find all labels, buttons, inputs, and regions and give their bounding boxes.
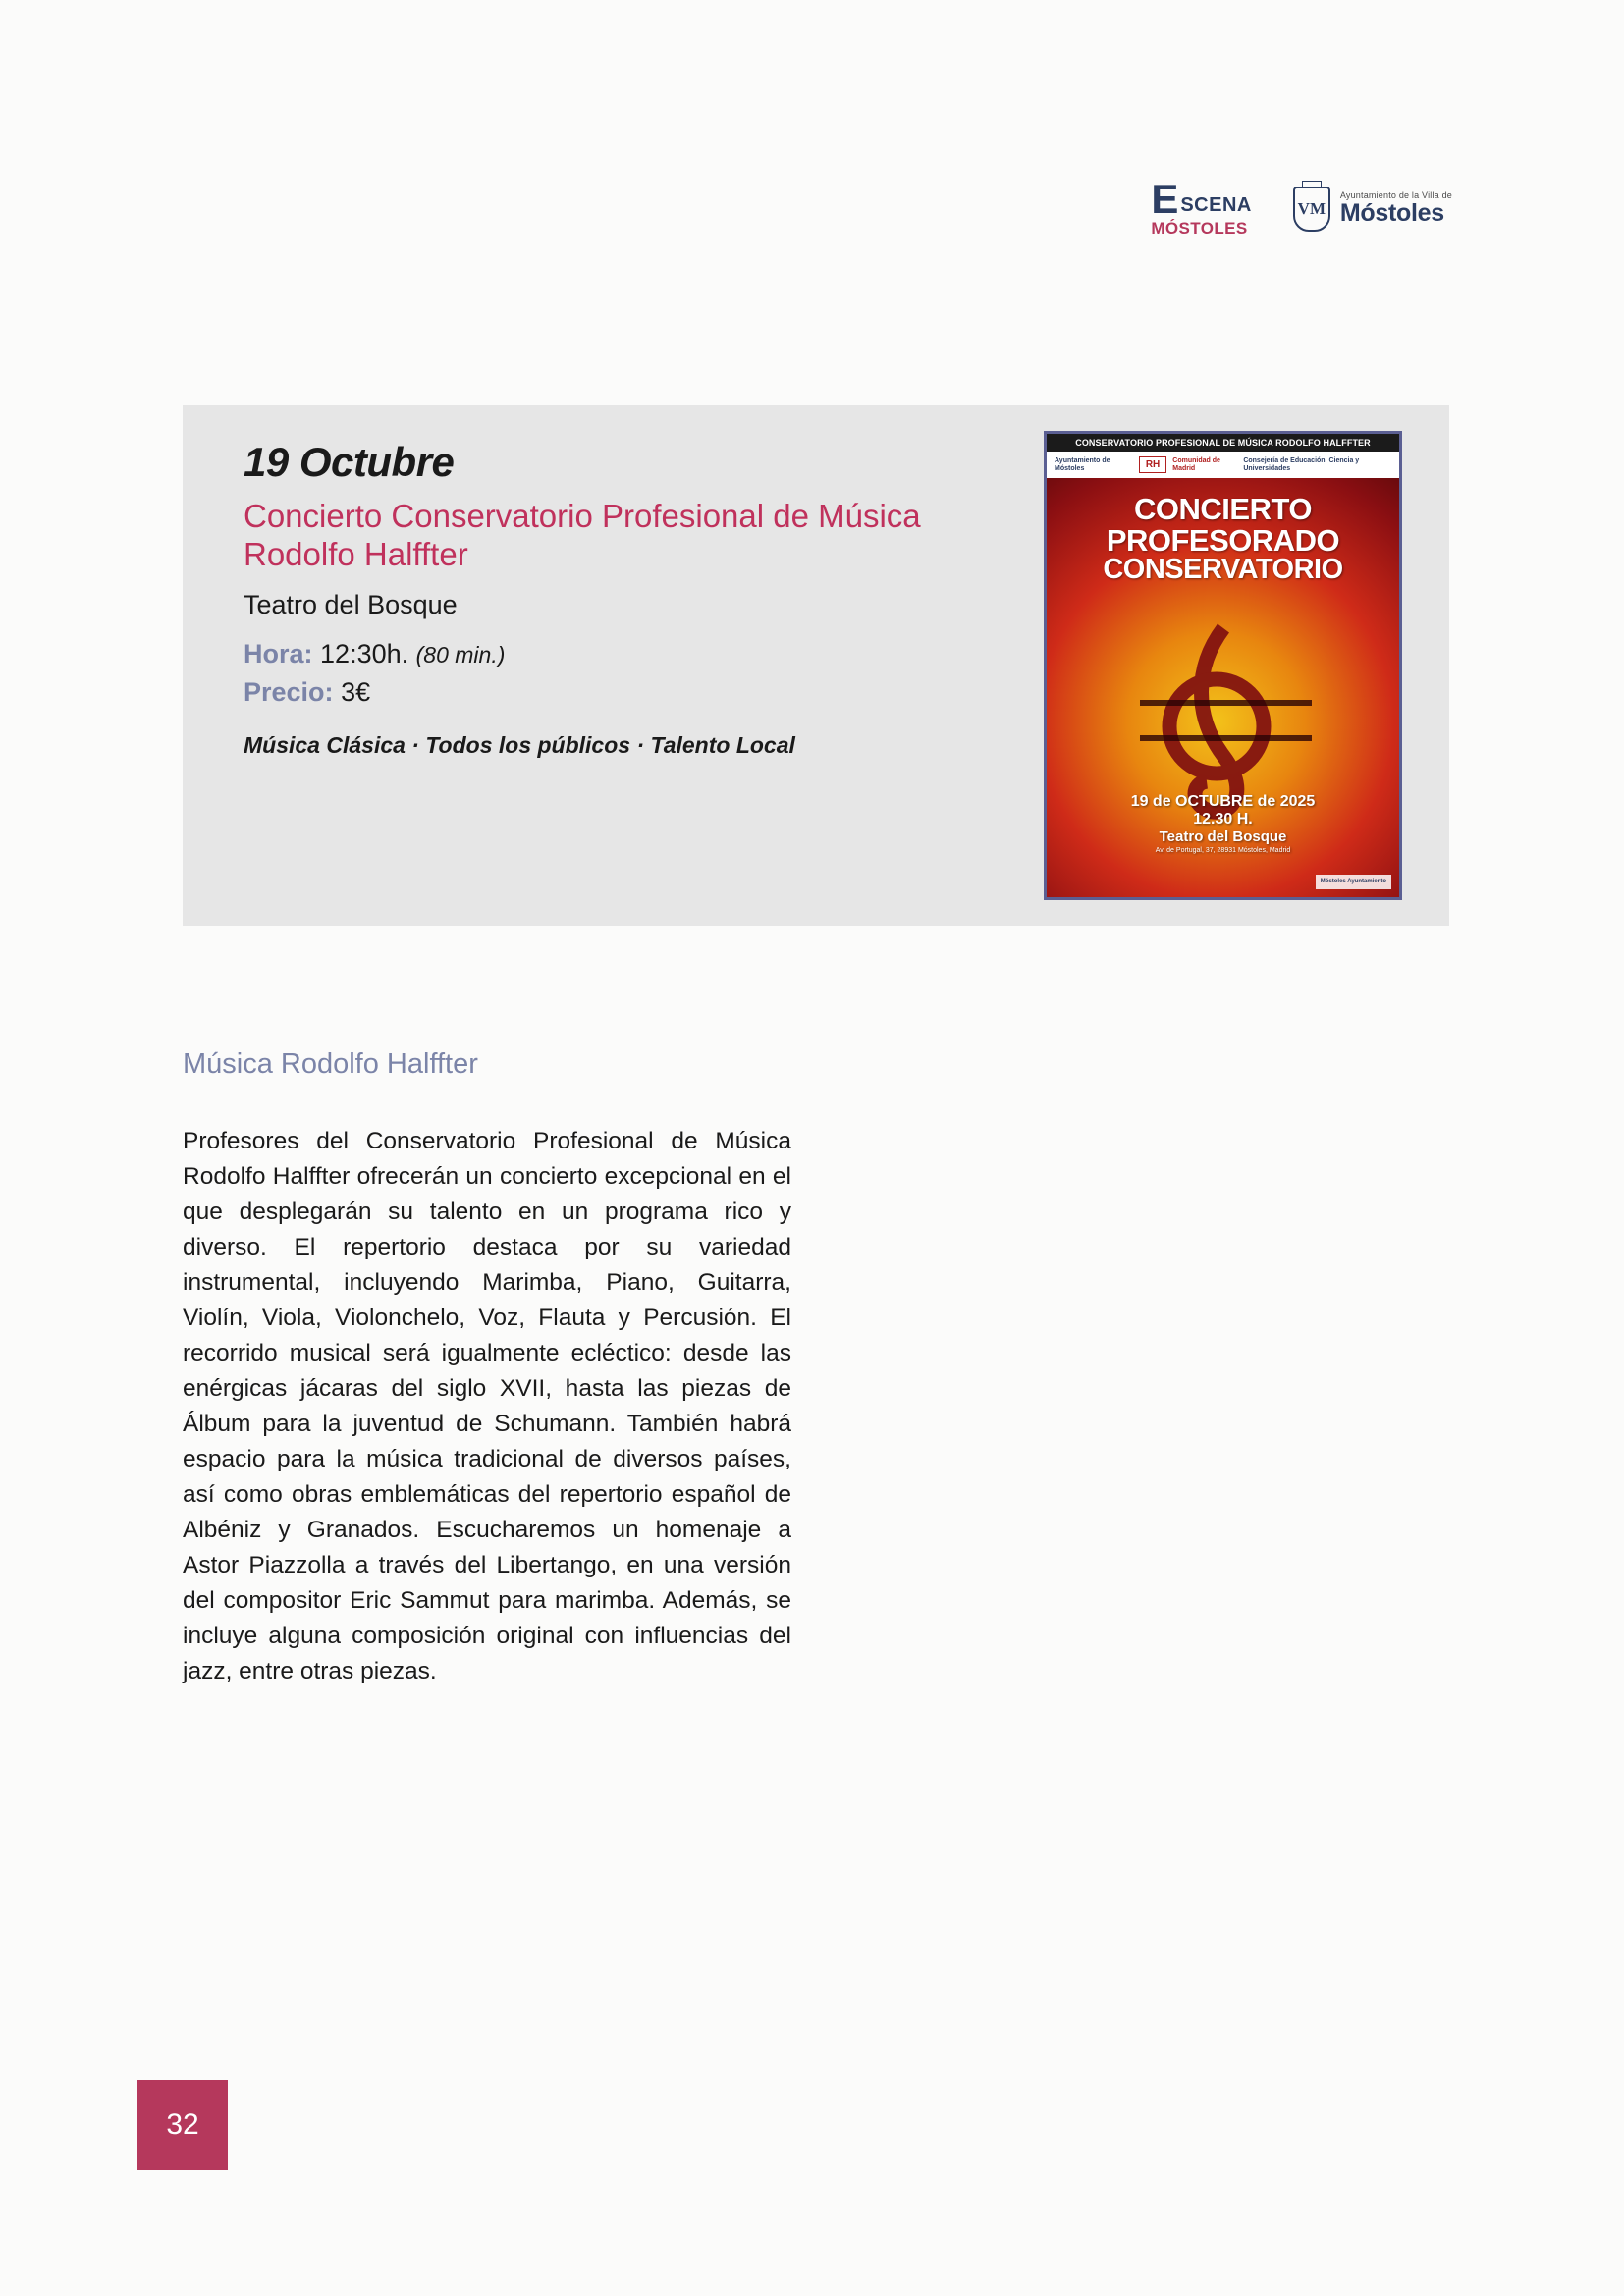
page-number-badge: 32 bbox=[137, 2080, 228, 2170]
event-price-row bbox=[244, 674, 990, 710]
event-venue: Teatro del Bosque bbox=[244, 589, 458, 619]
ayuntamiento-subtitle: Ayuntamiento de la Villa de bbox=[1339, 190, 1452, 200]
poster-headline bbox=[1047, 494, 1399, 585]
poster-logo-right: Comunidad de Madrid bbox=[1172, 456, 1220, 472]
article-section-title: Música Rodolfo Halffter bbox=[183, 1048, 478, 1080]
event-date: 19 Octubre bbox=[244, 439, 455, 485]
ayuntamiento-title: Móstoles bbox=[1339, 199, 1444, 228]
event-card bbox=[183, 405, 1449, 926]
event-duration: (80 min.) bbox=[415, 641, 506, 667]
poster-headline-line1: CONCIERTO bbox=[1134, 492, 1312, 526]
poster-footer-address: Av. de Portugal, 37, 28931 Móstoles, Madrid bbox=[1155, 847, 1291, 854]
poster-footer-time: 12.30 H. bbox=[1193, 811, 1253, 828]
ayuntamiento-logo bbox=[1293, 187, 1452, 232]
poster-badge: Móstoles Ayuntamiento bbox=[1316, 875, 1391, 889]
poster-headline-line2: PROFESORADO bbox=[1106, 522, 1340, 558]
poster-logo-center: RH bbox=[1139, 456, 1166, 473]
poster-footer-date: 19 de OCTUBRE de 2025 bbox=[1130, 793, 1316, 810]
poster-logo-strip bbox=[1047, 452, 1399, 478]
poster-headline-line3: CONSERVATORIO bbox=[1103, 554, 1343, 586]
shield-letters: VM bbox=[1297, 198, 1326, 218]
article-paragraph: Profesores del Conservatorio Profesional de Música Rodolfo Halffter ofrecerán un concierto excepcional en el que desplegarán su talento en un programa rico y diverso. El repertorio destaca por su variedad instrumental, incluyendo Marimba, Piano, Guitarra, Violín, Viola, Violonchelo, Voz, Flauta y Percusión. El recorrido musical será igualmente ecléctico: desde las enérgicas jácaras del siglo XVII, hasta las piezas de Álbum para la juventud de Schumann. También habrá espacio para la música tradicional de diversos países, así como obras emblemáticas del repertorio español de Albéniz y Granados. Escucharemos un homenaje a Astor Piazzolla a través del Libertango, en una versión del compositor Eric Sammut para marimba. Además, se incluye alguna composición original con influencias del jazz, entre otras piezas. bbox=[183, 1128, 791, 1684]
escena-mostoles-logo bbox=[1151, 176, 1252, 238]
escena-logo-word: SCENA bbox=[1180, 193, 1252, 216]
event-time-row bbox=[244, 636, 990, 671]
event-title: Concierto Conservatorio Profesional de Música Rodolfo Halffter bbox=[244, 498, 921, 572]
escena-logo-row bbox=[1151, 176, 1252, 222]
escena-logo-letter-icon: E bbox=[1151, 176, 1178, 222]
event-price-label: Precio: bbox=[244, 677, 334, 708]
poster-logo-far-right: Consejería de Educación, Ciencia y Universidades bbox=[1243, 456, 1360, 472]
event-tags: Música Clásica · Todos los públicos · Talento Local bbox=[244, 731, 795, 758]
crown-icon bbox=[1302, 181, 1322, 188]
poster-footer-venue: Teatro del Bosque bbox=[1159, 828, 1287, 845]
event-poster-image bbox=[1044, 431, 1402, 900]
header-logos bbox=[1151, 176, 1452, 238]
poster-top-bar: CONSERVATORIO PROFESIONAL DE MÚSICA RODOLFO HALFFTER bbox=[1047, 434, 1399, 452]
poster-footer bbox=[1047, 793, 1399, 854]
escena-logo-city: MÓSTOLES bbox=[1151, 218, 1248, 238]
event-time-value: 12:30h. bbox=[320, 638, 409, 668]
event-price-value: 3€ bbox=[341, 677, 371, 708]
coat-of-arms-icon bbox=[1293, 187, 1330, 232]
event-time-label: Hora: bbox=[244, 638, 313, 668]
poster-logo-left: Ayuntamiento de Móstoles bbox=[1055, 456, 1110, 472]
event-info bbox=[244, 439, 990, 781]
ayuntamiento-text bbox=[1340, 191, 1452, 227]
